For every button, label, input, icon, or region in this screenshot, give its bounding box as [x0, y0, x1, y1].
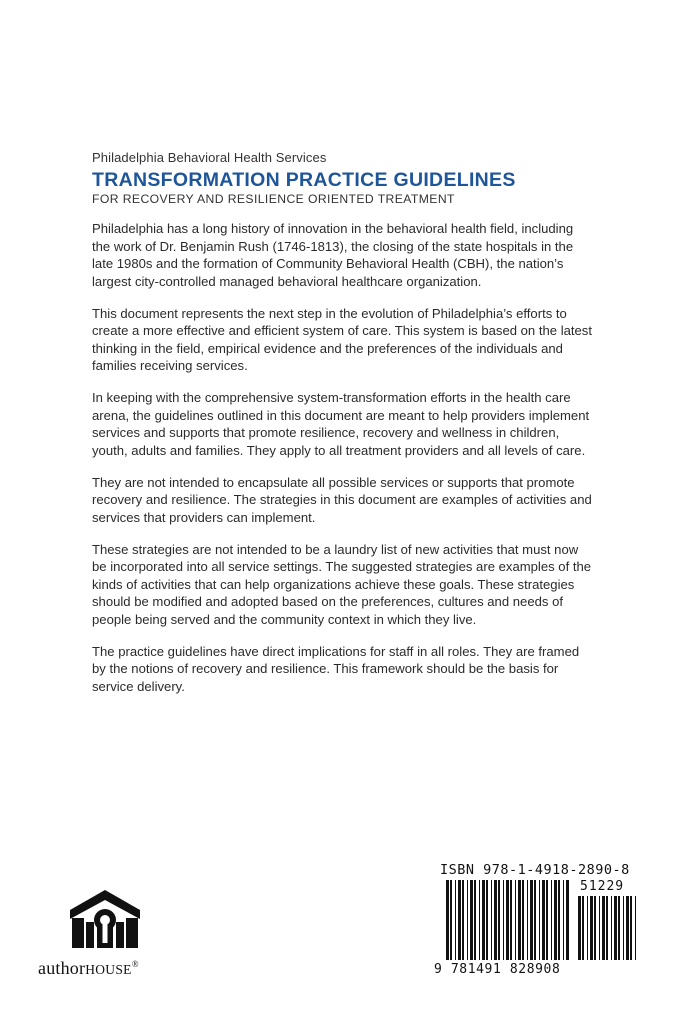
book-title: TRANSFORMATION PRACTICE GUIDELINES — [92, 169, 516, 191]
brand-lower: author — [38, 958, 86, 978]
authorhouse-logo — [38, 888, 198, 988]
paragraph-next-step: This document represents the next step in the evolution of Philadelphia’s efforts to create a more effective and efficient system of care. This system is based on the latest thinking in the field, empirical evidence and the preferences of the individuals and families receiving services. — [92, 305, 592, 373]
paragraph-strategies: These strategies are not intended to be a laundry list of new activities that must now be incorporated into all service settings. The suggested strategies are examples of the kinds of activities that can help organizations achieve these goals. These strategies should be modified and adopted based on the preferences, cultures and needs of people being served and the community context in which they live. — [92, 541, 592, 627]
publisher-name: Philadelphia Behavioral Health Services — [92, 150, 327, 165]
paragraph-history: Philadelphia has a long history of innovation in the behavioral health field, including the work of Dr. Benjamin Rush (1746-1813), the closing of the state hospitals in the late 1980s and the formation of Community Behavioral Health (CBH), the nation’s largest city-controlled managed behavioral healthcare organization. — [92, 221, 574, 289]
isbn-label: ISBN 978-1-4918-2890-8 — [440, 862, 630, 878]
isbn-barcode — [432, 862, 646, 982]
barcode-digits: 9 781491 828908 — [434, 962, 561, 977]
paragraph-system-transformation: In keeping with the comprehensive system-transformation efforts in the health care arena, the guidelines outlined in this document are meant to help providers implement services and supports that promote resilience, recovery and wellness in children, youth, adults and families. They apply to all treatment providers and all levels of care. — [92, 390, 590, 458]
authorhouse-wordmark — [38, 958, 139, 979]
brand-upper: HOUSE — [85, 962, 132, 977]
paragraph-not-intended: They are not intended to encapsulate all possible services or supports that promote recovery and resilience. The strategies in this document are examples of activities and services that providers can implement. — [92, 474, 592, 525]
authorhouse-house-icon — [64, 888, 146, 954]
barcode-addon-digits: 51229 — [580, 879, 625, 894]
back-cover-text — [92, 150, 592, 710]
paragraph-implications: The practice guidelines have direct implications for staff in all roles. They are framed by the notions of recovery and resilience. This framework should be the basis for service delivery. — [92, 643, 580, 694]
registered-mark: ® — [131, 959, 139, 969]
book-subtitle: FOR RECOVERY AND RESILIENCE ORIENTED TREATMENT — [92, 192, 455, 206]
